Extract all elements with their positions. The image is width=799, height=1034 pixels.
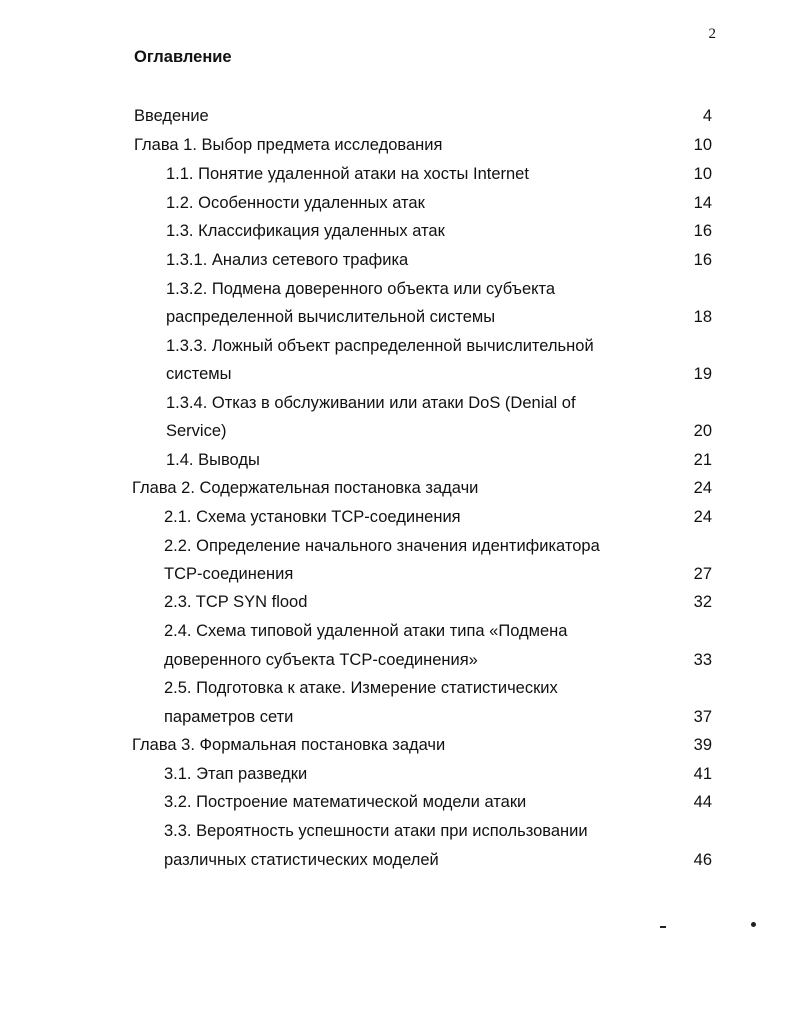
toc-entry-page: 24 [693,508,712,526]
toc-entry-page: 37 [693,708,712,726]
toc-entry [134,131,712,159]
toc-entry-title: 2.5. Подготовка к атаке. Измерение статистических [164,679,558,697]
toc-entry [166,417,712,445]
toc-entry-page: 18 [693,308,712,326]
toc-entry [164,788,712,816]
toc-entry-title: Глава 3. Формальная постановка задачи [132,736,446,754]
toc-entry-title: 1.1. Понятие удаленной атаки на хосты Internet [166,165,529,183]
toc-entry-title: 1.3.3. Ложный объект распределенной вычислительной [166,337,594,355]
toc-entry [164,560,712,588]
toc-entry-title: 1.3. Классификация удаленных атак [166,222,445,240]
toc-entry [132,474,712,502]
scan-mark [660,926,666,928]
toc-entry-title: Введение [134,107,209,125]
toc-entry-title: параметров сети [164,708,294,726]
toc-entry-title: различных статистических моделей [164,851,439,869]
toc-entry-title: TCP-соединения [164,565,294,583]
toc-entry-title: 2.2. Определение начального значения идентификатора [164,537,600,555]
toc-entry [132,731,712,759]
toc-entry-page: 20 [693,422,712,440]
toc-entry-title: Глава 2. Содержательная постановка задачи [132,479,479,497]
toc-entry [166,332,712,360]
toc-entry [166,189,712,217]
toc-entry-title: Service) [166,422,227,440]
toc-entry [166,160,712,188]
toc-entry-page: 14 [693,194,712,212]
toc-entry-title: 1.3.2. Подмена доверенного объекта или субъекта [166,280,556,298]
toc-entry-title: распределенной вычислительной системы [166,308,496,326]
scan-mark [751,922,756,927]
toc-entry-page: 41 [693,765,712,783]
toc-entry-title: доверенного субъекта TCP-соединения» [164,651,478,669]
toc-entry [164,674,712,702]
toc-entry-title: 2.3. TCP SYN flood [164,593,308,611]
toc-entry-title: 3.1. Этап разведки [164,765,308,783]
toc-entry-page: 24 [693,479,712,497]
toc-entry [166,446,712,474]
toc-entry [166,217,712,245]
toc-entry-title: 1.2. Особенности удаленных атак [166,194,425,212]
page-title: Оглавление [134,48,232,66]
toc-entry [166,360,712,388]
toc-entry [166,389,712,417]
toc-entry-title: 1.3.4. Отказ в обслуживании или атаки DoS (Denial of [166,394,576,412]
toc-entry-page: 33 [693,651,712,669]
toc-entry [134,102,712,130]
toc-entry-page: 16 [693,251,712,269]
toc-entry-page: 4 [702,107,712,125]
toc-entry [166,275,712,303]
toc-entry [164,588,712,616]
toc-entry [164,846,712,874]
toc-entry [164,503,712,531]
toc-entry-title: системы [166,365,232,383]
toc-entry-page: 32 [693,593,712,611]
toc-entry [164,646,712,674]
toc-entry [164,532,712,560]
toc-entry-page: 46 [693,851,712,869]
toc-entry-title: Глава 1. Выбор предмета исследования [134,136,443,154]
toc-entry-page: 16 [693,222,712,240]
toc-entry [166,303,712,331]
page-number: 2 [708,26,716,42]
toc-entry-title: 2.1. Схема установки TCP-соединения [164,508,461,526]
toc-entry [164,617,712,645]
toc-entry-page: 39 [693,736,712,754]
toc-entry-title: 1.4. Выводы [166,451,260,469]
toc-entry-page: 10 [693,165,712,183]
toc-entry-page: 27 [693,565,712,583]
toc-entry-title: 1.3.1. Анализ сетевого трафика [166,251,409,269]
toc-entry-title: 2.4. Схема типовой удаленной атаки типа «Подмена [164,622,568,640]
toc-entry-page: 10 [693,136,712,154]
toc-entry-page: 21 [693,451,712,469]
toc-entry [164,817,712,845]
toc-entry-title: 3.2. Построение математической модели атаки [164,793,527,811]
toc-entry [164,760,712,788]
toc-entry-page: 19 [693,365,712,383]
toc-entry-page: 44 [693,793,712,811]
toc-entry [164,703,712,731]
toc-entry [166,246,712,274]
toc-entry-title: 3.3. Вероятность успешности атаки при использовании [164,822,588,840]
